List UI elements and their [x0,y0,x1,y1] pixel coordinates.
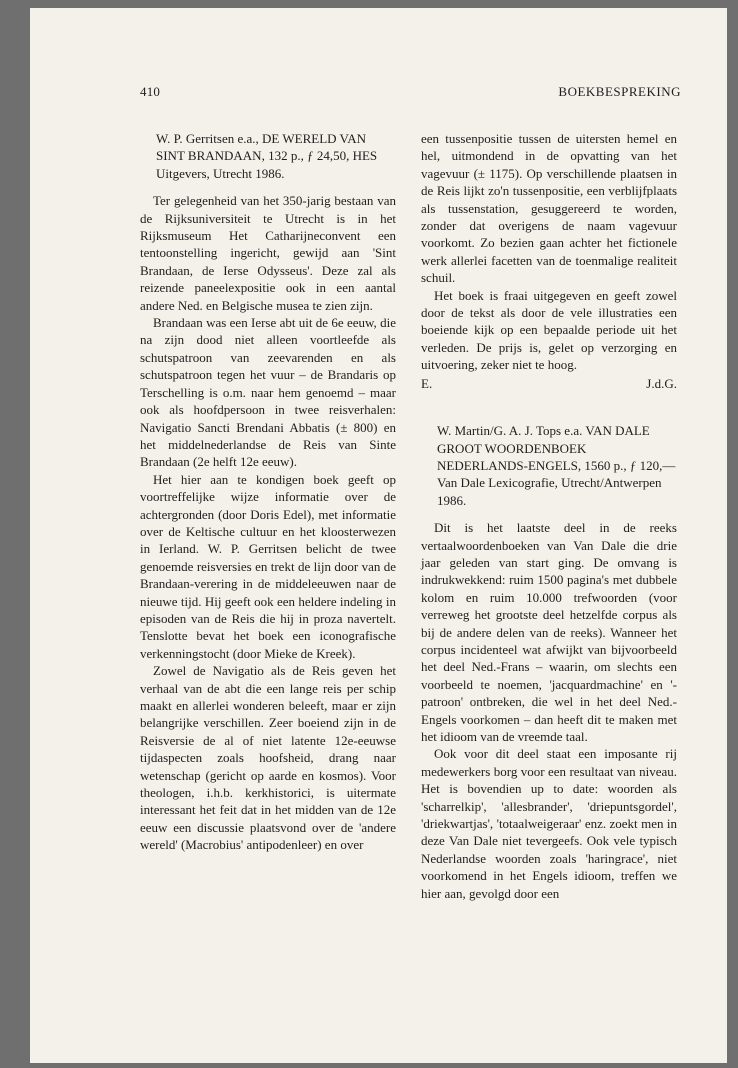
review-1-bibliography: W. P. Gerritsen e.a., DE WERELD VAN SINT BRANDAAN, 132 p., ƒ 24,50, HES Uitgevers, Utrecht 1986. [156,131,378,181]
review-1-paragraph-3: Het hier aan te kondigen boek geeft op voortreffelijke wijze informatie over de achtergronden (door Doris Edel), met informatie over de Keltische cultuur en het kloosterwezen in Ierland. W. P. Gerritsen belicht de twee genoemde reisversies en trekt de lijn door van de Brandaan-verering in de middeleeuwen naar de nieuwe tijd. Hij geeft ook een heldere indeling in episoden van de Reis die hij in proza navertelt. Tenslotte bevat het boek een iconografische verkenningstocht (door Mieke de Kreek). [140,471,396,661]
review-1-signature [421,375,677,392]
review-2-paragraph-2: Ook voor dit deel staat een imposante rij medewerkers borg voor een resultaat van niveau. Het is bovendien up to date: woorden als 'scharrelkip', 'allesbrander', 'driepuntsgordel', 'driekwartjas', 'totaalweigeraar' enz. zoekt men in deze Van Dale niet tevergeefs. Ook vele typisch Nederlandse woorden zoals 'haringrace', niet voorkomend in het Engels idioom, treffen we hier aan, gevolgd door een [421,746,677,901]
review-1-paragraph-6: Het boek is fraai uitgegeven en geeft zowel door de tekst als door de vele illustraties een boeiende kijk op een bepaalde periode uit het verleden. De prijs is, gelet op verzorging en uitvoering, zeker niet te hoog. [421,287,677,373]
page-number: 410 [140,84,161,99]
signature-reviewer: J.d.G. [646,375,677,391]
review-1-paragraph-4: Zowel de Navigatio als de Reis geven het verhaal van de abt die een lange reis per schip maakt en allerlei wonderen beleeft, maar er zijn belangrijke verschillen. Zeer boeiend zijn in de Reisversie de al of niet latente 12e-eeuwse tijdaspecten zoals hoofsheid, drang naar wetenschap (gericht op aarde en kosmos). Voor theologen, i.h.b. kerkhistorici, is uitermate interessant het feit dat in het midden van de 12e eeuw een discussie plaatsvond over de 'andere wereld' (Macrobius' antipodenleer) en over [140,663,396,853]
right-column [421,130,677,902]
review-1-paragraph-1: Ter gelegenheid van het 350-jarig bestaan van de Rijksuniversiteit te Utrecht is in het Rijksmuseum Het Catharijneconvent een tentoonstelling ingericht, gewijd aan 'Sint Brandaan, de Ierse Odysseus'. Deze zal als reizende paneelexpositie ook in een aantal andere Ned. en Belgische musea te zien zijn. [140,193,396,313]
left-column [140,130,396,854]
review-1-paragraph-5: een tussenpositie tussen de uitersten hemel en hel, uitmondend in de opvatting van het vagevuur (± 1175). Op verschillende plaatsen in de Reis lijkt zo'n tussenpositie, een verblijfplaats als tussenstation, gesuggereerd te worden, zonder dat overigens de naam vagevuur voorkomt. Zo bezien gaan achter het fictionele werk allerlei facetten van de toenmalige realiteit schuil. [421,131,677,286]
review-1-paragraph-2: Brandaan was een Ierse abt uit de 6e eeuw, die na zijn dood niet alleen voortleefde als schutspatroon van zeevarenden en als schutspatroon tegen het vuur – de Brandaris op Terschelling is o.m. naar hem genoemd – maar ook als hoofdpersoon in twee reisverhalen: Navigatio Sancti Brendani Abbatis (± 800) en het middelnederlandse de Reis van Sinte Brandaan (2e helft 12e eeuw). [140,315,396,470]
document-page [30,8,727,1063]
review-2-paragraph-1: Dit is het laatste deel in de reeks vertaalwoordenboeken van Van Dale die drie jaar geleden van start ging. De omvang is indrukwekkend: ruim 1500 pagina's met dubbele kolom en ruim 10.000 trefwoorden (voor verreweg het grootste deel hetzelfde corpus als bij de andere delen van de reeks). Wanneer het corpus incidenteel wat afwijkt van bijvoorbeeld het deel Ned.-Frans – waarin, om slechts een voorbeeld te noemen, 'jacquardmachine' en '-patroon' ontbreken, die wel in het deel Ned.-Engels voorkomen – dan heeft dit te maken met het idioom van de vreemde taal. [421,520,677,744]
section-title: BOEKBESPREKING [558,84,681,99]
signature-initial: E. [421,375,433,391]
review-2-bibliography: W. Martin/G. A. J. Tops e.a. VAN DALE GROOT WOORDENBOEK NEDERLANDS-ENGELS, 1560 p., ƒ 120,— Van Dale Lexicografie, Utrecht/Antwerpen 1986. [437,423,676,508]
